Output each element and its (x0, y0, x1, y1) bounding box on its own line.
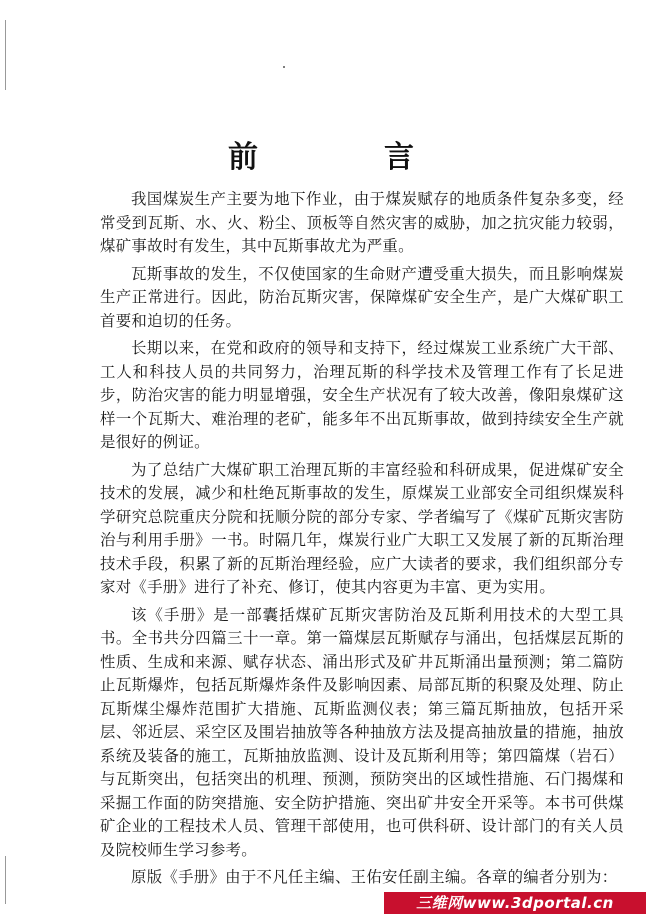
paragraph: 该《手册》是一部囊括煤矿瓦斯灾害防治及瓦斯利用技术的大型工具书。全书共分四篇三十一章。第一篇煤层瓦斯赋存与涌出，包括煤层瓦斯的性质、生成和来源、赋存状态、涌出形式及矿井瓦斯涌出量预测；第二篇防止瓦斯爆炸，包括瓦斯爆炸条件及影响因素、局部瓦斯的积聚及处理、防止瓦斯煤尘爆炸范围扩大措施、瓦斯监测仪表；第三篇瓦斯抽放，包括开采层、邻近层、采空区及围岩抽放等各种抽放方法及提高抽放量的措施，抽放系统及装备的施工，瓦斯抽放监测、设计及瓦斯利用等；第四篇煤（岩石）与瓦斯突出，包括突出的机理、预测，预防突出的区域性措施、石门揭煤和采掘工作面的防突措施、安全防护措施、突出矿井安全开采等。本书可供煤矿企业的工程技术人员、管理干部使用，也可供科研、设计部门的有关人员及院校师生学习参考。 (100, 605, 624, 859)
scan-edge-line (5, 856, 6, 904)
paragraph: 瓦斯事故的发生，不仅使国家的生命财产遭受重大损失，而且影响煤炭生产正常进行。因此，防治瓦斯灾害，保障煤矿安全生产，是广大煤矿职工首要和迫切的任务。 (100, 264, 624, 330)
page-title: 前 言 (228, 140, 462, 175)
preface-body (100, 188, 624, 894)
paragraph: 为了总结广大煤矿职工治理瓦斯的丰富经验和科研成果，促进煤矿安全技术的发展，减少和杜绝瓦斯事故的发生，原煤炭工业部安全司组织煤炭科学研究总院重庆分院和抚顺分院的部分专家、学者编写了《煤矿瓦斯灾害防治与利用手册》一书。时隔几年，煤炭行业广大职工又发展了新的瓦斯治理技术手段，积累了新的瓦斯治理经验，应广大读者的要求，我们组织部分专家对《手册》进行了补充、修订，使其内容更为丰富、更为实用。 (100, 460, 624, 596)
paragraph: 长期以来，在党和政府的领导和支持下，经过煤炭工业系统广大干部、工人和科技人员的共同努力，治理瓦斯的科学技术及管理工作有了长足进步，防治灾害的能力明显增强，安全生产状况有了较大改善，像阳泉煤矿这样一个瓦斯大、难治理的老矿，能多年不出瓦斯事故，做到持续安全生产就是很好的例证。 (100, 339, 624, 451)
scan-edge-line (5, 20, 6, 90)
watermark-logo: 三维网www.3dportal.cn (384, 892, 646, 914)
paragraph: 我国煤炭生产主要为地下作业，由于煤炭赋存的地质条件复杂多变，经常受到瓦斯、水、火、粉尘、顶板等自然灾害的威胁，加之抗灾能力较弱，煤矿事故时有发生，其中瓦斯事故尤为严重。 (100, 190, 624, 255)
paragraph: 原版《手册》由于不凡任主编、王佑安任副主编。各章的编者分别为： (131, 868, 618, 886)
scan-speck (283, 66, 285, 68)
